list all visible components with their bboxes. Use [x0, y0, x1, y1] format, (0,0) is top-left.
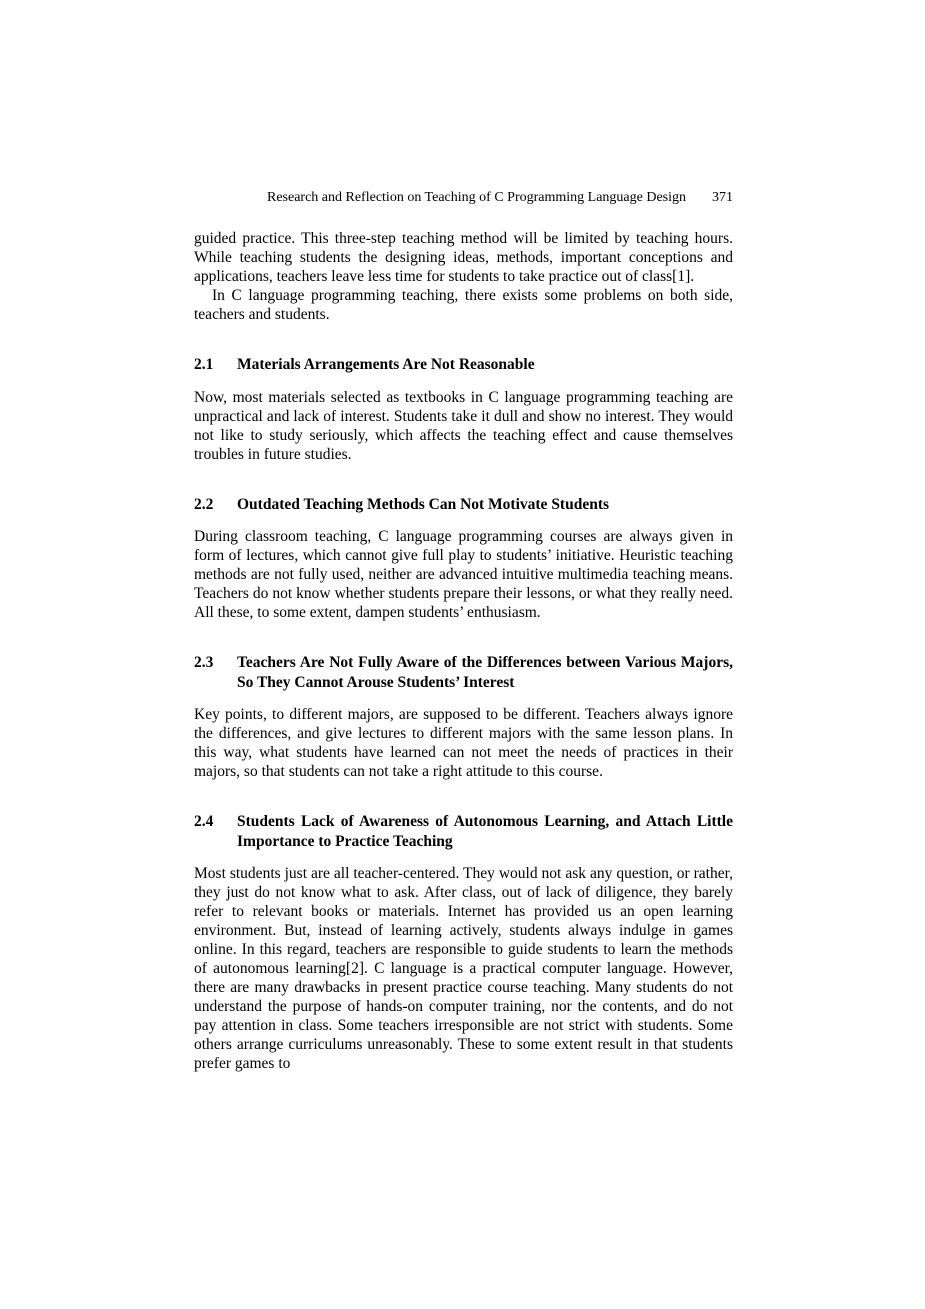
section-number: 2.1 — [194, 356, 214, 373]
section-title: Materials Arrangements Are Not Reasonable — [237, 356, 535, 373]
section-heading — [194, 355, 733, 375]
section-heading — [194, 495, 733, 515]
section-title: Outdated Teaching Methods Can Not Motivate Students — [237, 495, 610, 513]
section-heading — [194, 653, 733, 692]
running-title: Research and Reflection on Teaching of C Programming Language Design — [266, 190, 687, 205]
section-number: 2.2 — [194, 495, 214, 513]
section-2-3 — [194, 653, 733, 781]
section-2-4 — [194, 812, 733, 1073]
section-body: Most students just are all teacher-centered. They would not ask any question, or rather, they just do not know what to ask. After class, out of lack of diligence, they barely refer to relevant books or materials. Internet has provided us an open learning environment. But, instead of learning actively, students always indulge in games online. In this regard, teachers are responsible to guide students to learn the methods of autonomous learning[2]. C language is a practical computer language. However, there are many drawbacks in present practice course teaching. Many students do not understand the purpose of hands-on computer training, nor the contents, and do not pay attention in class. Some teachers irresponsible are not strict with students. Some others arrange curriculums unreasonably. These to some extent result in that students prefer games to — [194, 865, 733, 1072]
section-2-2 — [194, 495, 733, 623]
section-title: Students Lack of Awareness of Autonomous Learning, and Attach Little Importance to Practice Teaching — [237, 813, 733, 850]
section-body: Key points, to different majors, are supposed to be different. Teachers always ignore the differences, and give lectures to different majors with the same lesson plans. In this way, what students have learned can not meet the needs of practices in their majors, so that students can not take a right attitude to this course. — [194, 706, 733, 780]
section-title: Teachers Are Not Fully Aware of the Differences between Various Majors, So They Cannot Arouse Students’ Interest — [237, 654, 733, 691]
section-heading — [194, 812, 733, 851]
page-header — [194, 188, 733, 207]
section-number: 2.4 — [194, 813, 214, 830]
page-number: 371 — [712, 190, 733, 205]
paragraph-intro: In C language programming teaching, there exists some problems on both side, teachers and students. — [194, 287, 733, 323]
section-body: Now, most materials selected as textbooks in C language programming teaching are unpractical and lack of interest. Students take it dull and show no interest. They would not like to study seriously, which affects the teaching effect and cause themselves troubles in future studies. — [194, 388, 733, 463]
paragraph-continuation: guided practice. This three-step teaching method will be limited by teaching hours. While teaching students the designing ideas, methods, important conceptions and applications, teachers leave less time for students to take practice out of class[1]. — [194, 230, 733, 285]
section-number: 2.3 — [194, 654, 214, 671]
section-body: During classroom teaching, C language programming courses are always given in form of lectures, which cannot give full play to students’ initiative. Heuristic teaching methods are not fully used, neither are advanced intuitive multimedia teaching means. Teachers do not know whether students prepare their lessons, or what they really need. All these, to some extent, dampen students’ enthusiasm. — [194, 528, 733, 621]
section-2-1 — [194, 355, 733, 464]
